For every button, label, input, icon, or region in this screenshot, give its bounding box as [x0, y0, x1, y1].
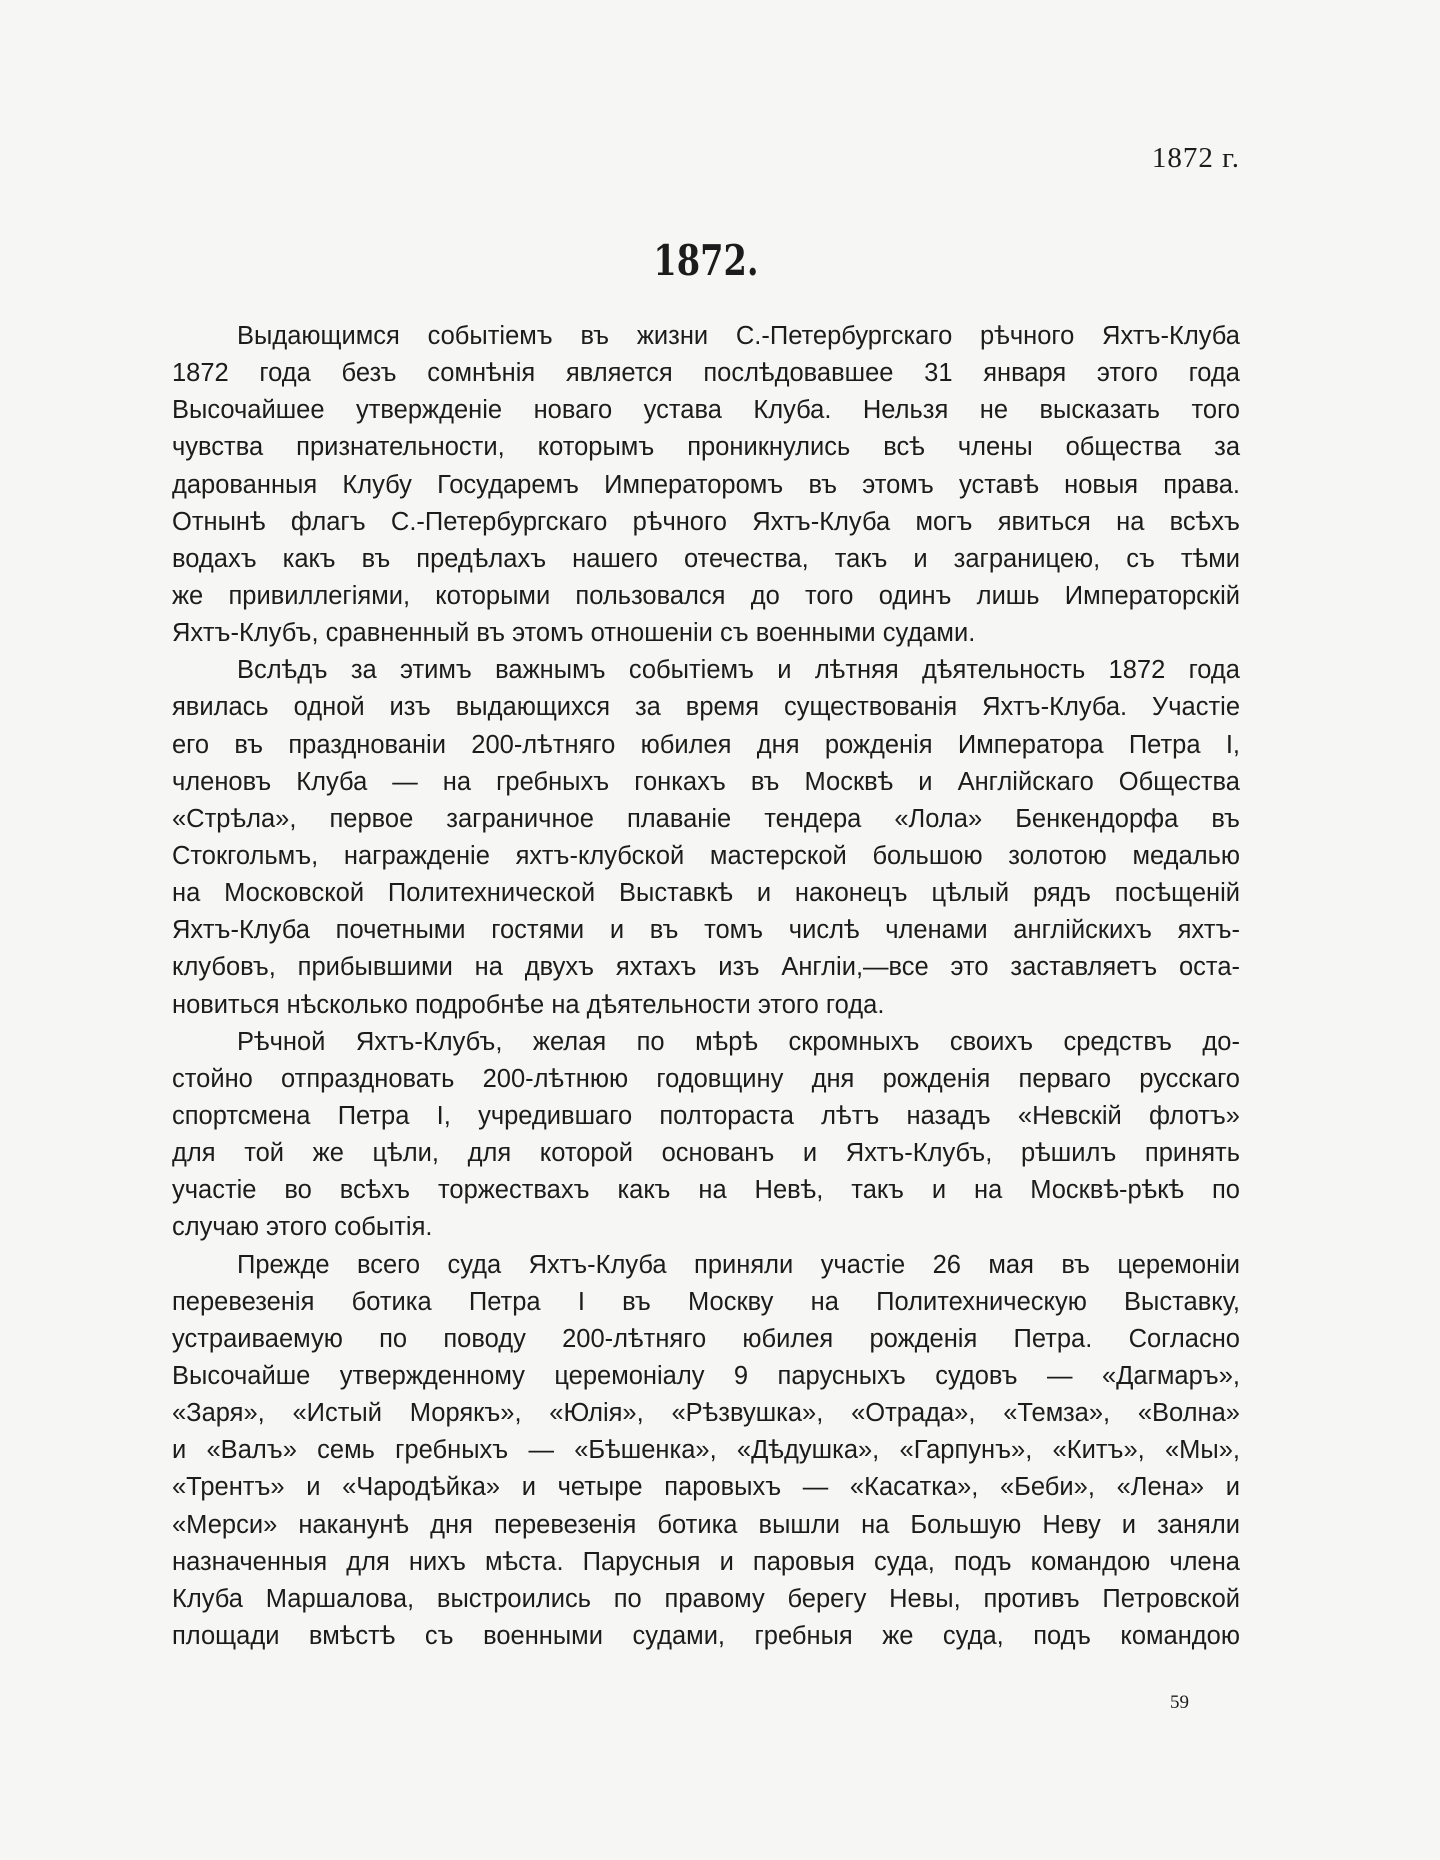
text-line: водахъ какъ въ предѣлахъ нашего отечества, такъ и заграницею, съ тѣми — [172, 544, 1240, 573]
text-line: Высочайшее утвержденіе новаго устава Клуба. Нельзя не высказать того — [172, 396, 1240, 425]
text-line: новиться нѣсколько подробнѣе на дѣятельности этого года. — [172, 990, 885, 1019]
text-line: же привиллегіями, которыми пользовался до того одинъ лишь Императорскій — [172, 581, 1240, 610]
text-line: Отнынѣ флагъ С.-Петербургскаго рѣчного Яхтъ-Клуба могъ явиться на всѣхъ — [172, 507, 1240, 536]
paragraph — [172, 1024, 1240, 1247]
text-line: перевезенія ботика Петра I въ Москву на Политехническую Выставку, — [172, 1287, 1240, 1316]
text-line: Яхтъ-Клубъ, сравненный въ этомъ отношеніи съ военными судами. — [172, 619, 976, 648]
text-line: «Заря», «Истый Морякъ», «Юлія», «Рѣзвушка», «Отрада», «Темза», «Волна» — [172, 1399, 1240, 1428]
text-line: «Мерси» наканунѣ дня перевезенія ботика вышли на Большую Неву и заняли — [172, 1510, 1240, 1539]
text-line: Прежде всего суда Яхтъ-Клуба приняли участіе 26 мая въ церемоніи — [237, 1250, 1240, 1279]
text-line: спортсмена Петра I, учредившаго полтораста лѣтъ назадъ «Невскій флотъ» — [172, 1101, 1240, 1130]
text-line: Вслѣдъ за этимъ важнымъ событіемъ и лѣтняя дѣятельность 1872 года — [237, 656, 1240, 685]
text-line: «Трентъ» и «Чародѣйка» и четыре паровыхъ — «Касатка», «Беби», «Лена» и — [172, 1473, 1240, 1502]
text-line: членовъ Клуба — на гребныхъ гонкахъ въ Москвѣ и Англійскаго Общества — [172, 767, 1240, 796]
page-number: 59 — [1170, 1692, 1189, 1713]
body-text — [172, 318, 1240, 1655]
text-line: Клуба Маршалова, выстроились по правому берегу Невы, противъ Петровской — [172, 1584, 1240, 1613]
text-line: Высочайше утвержденному церемоніалу 9 парусныхъ судовъ — «Дагмаръ», — [172, 1361, 1240, 1390]
text-line: и «Валъ» семь гребныхъ — «Бѣшенка», «Дѣдушка», «Гарпунъ», «Китъ», «Мы», — [172, 1436, 1240, 1465]
text-line: «Стрѣла», первое заграничное плаваніе тендера «Лола» Бенкендорфа въ — [172, 804, 1240, 833]
text-line: Яхтъ-Клуба почетными гостями и въ томъ числѣ членами англійскихъ яхтъ- — [172, 916, 1240, 945]
text-line: участіе во всѣхъ торжествахъ какъ на Невѣ, такъ и на Москвѣ-рѣкѣ по — [172, 1176, 1240, 1205]
text-line: устраиваемую по поводу 200-лѣтняго юбилея рожденія Петра. Согласно — [172, 1324, 1240, 1353]
text-line: дарованныя Клубу Государемъ Императоромъ въ этомъ уставѣ новыя права. — [172, 470, 1240, 499]
paragraph — [172, 652, 1240, 1023]
chapter-title: 1872. — [653, 236, 759, 285]
text-line: клубовъ, прибывшими на двухъ яхтахъ изъ Англіи,—все это заставляетъ оста- — [172, 953, 1240, 982]
text-line: назначенныя для нихъ мѣста. Парусныя и паровыя суда, подъ командою члена — [172, 1547, 1240, 1576]
running-head: 1872 г. — [1151, 142, 1240, 174]
text-line: Рѣчной Яхтъ-Клубъ, желая по мѣрѣ скромныхъ своихъ средствъ до- — [237, 1027, 1240, 1056]
text-line: площади вмѣстѣ съ военными судами, гребныя же суда, подъ командою — [172, 1621, 1240, 1650]
text-line: его въ празднованіи 200-лѣтняго юбилея дня рожденія Императора Петра I, — [172, 730, 1240, 759]
text-line: случаю этого событія. — [172, 1213, 433, 1242]
text-line: явилась одной изъ выдающихся за время существованія Яхтъ-Клуба. Участіе — [172, 693, 1240, 722]
paragraph — [172, 1247, 1240, 1656]
text-line: Стокгольмъ, награжденіе яхтъ-клубской мастерской большою золотою медалью — [172, 841, 1240, 870]
text-line: для той же цѣли, для которой основанъ и Яхтъ-Клубъ, рѣшилъ принять — [172, 1139, 1240, 1168]
text-line: Выдающимся событіемъ въ жизни С.-Петербургскаго рѣчного Яхтъ-Клуба — [237, 322, 1240, 350]
paragraph — [172, 318, 1240, 652]
text-line: чувства признательности, которымъ проникнулись всѣ члены общества за — [172, 433, 1240, 462]
text-line: стойно отпраздновать 200-лѣтнюю годовщину дня рожденія перваго русскаго — [172, 1064, 1240, 1093]
text-line: на Московской Политехнической Выставкѣ и наконецъ цѣлый рядъ посѣщеній — [172, 879, 1240, 908]
text-line: 1872 года безъ сомнѣнія является послѣдовавшее 31 января этого года — [172, 359, 1240, 388]
